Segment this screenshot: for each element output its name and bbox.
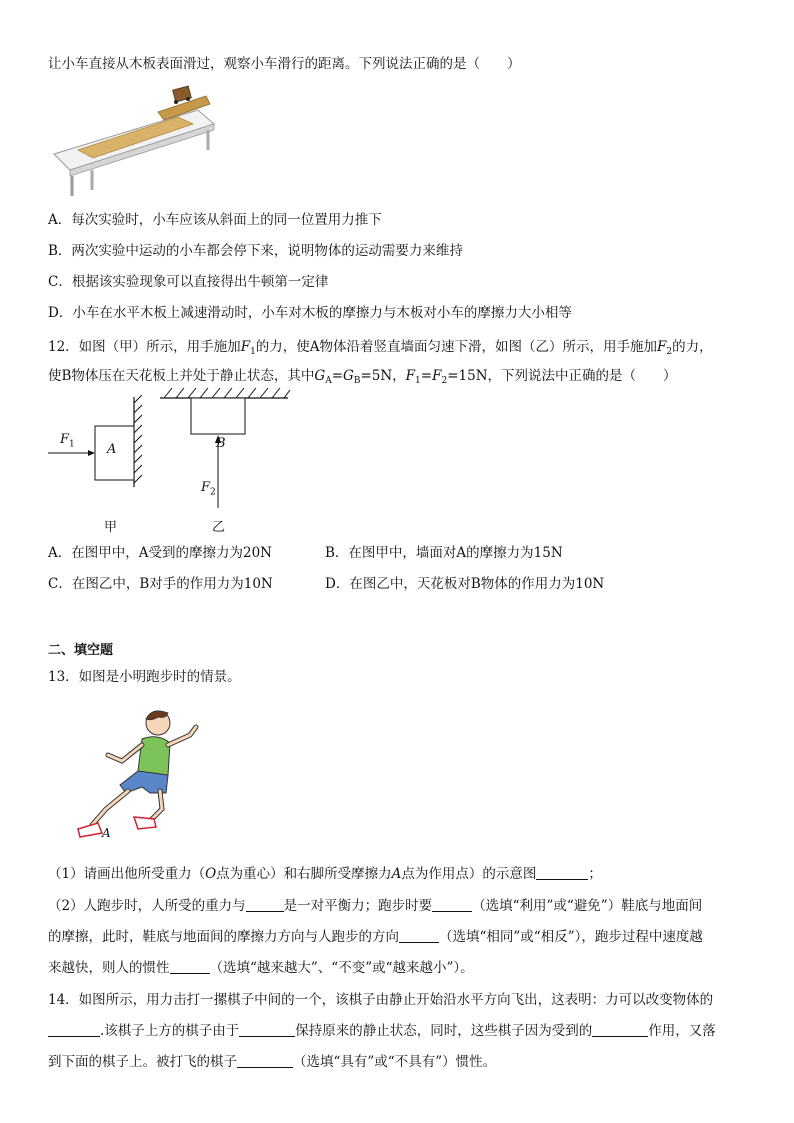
q13-part-2-line-2: 的摩擦，此时，鞋底与地面间的摩擦力方向与人跑步的方向 （选填“相同”或“相反”），跑步过程中速度越 [48, 929, 703, 945]
section-heading: 二、填空题 [48, 643, 114, 658]
q12-option-a: A．在图甲中，A受到的摩擦力为20N [48, 545, 272, 561]
label-point-a: A [102, 826, 111, 840]
label-block-b: B [216, 436, 226, 451]
caption-yi: 乙 [212, 520, 226, 535]
q13-part-2-line-1: （2）人跑步时，人所受的重力与 是一对平衡力；跑步时要 （选填“利用”或“避免”）鞋底与地面间 [48, 898, 703, 914]
label-f2: $F_2$ [201, 480, 216, 498]
q14-line-2: .该棋子上方的棋子由于 保持原来的静止状态，同时，这些棋子因为受到的 作用，又落 [48, 1021, 716, 1041]
running-boy-figure [72, 705, 212, 845]
q14-line-1: 14．如图所示，用力击打一摞棋子中间的一个，该棋子由静止开始沿水平方向飞出，这表明：力可以改变物体的 [48, 992, 714, 1008]
blank-3[interactable] [432, 897, 472, 912]
q12-option-d: D．在图乙中，天花板对B物体的作用力为10N [325, 576, 605, 592]
q11-option-a: A．每次实验时，小车应该从斜面上的同一位置用力推下 [48, 212, 382, 228]
blank-7[interactable] [239, 1022, 295, 1037]
q12-line-1: 12．如图（甲）所示，用手施加$F_1$的力，使A物体沿着竖直墙面匀速下滑，如图（乙）所示，用手施加$F_2$的力， [48, 339, 713, 357]
blank-4[interactable] [399, 928, 439, 943]
q12-option-b: B．在图甲中，墙面对A的摩擦力为15N [325, 545, 563, 561]
blank-6[interactable] [48, 1022, 100, 1037]
q11-intro: 让小车直接从木板表面滑过，观察小车滑行的距离。下列说法正确的是（ ） [48, 56, 521, 72]
label-f1: $F_1$ [60, 432, 75, 450]
incline-cart-figure [48, 84, 218, 196]
q12-line-2: 使B物体压在天花板上并处于静止状态，其中$G_A=G_B=5N$，$F_1=F_2=15N$，下列说法中正确的是（ ） [48, 368, 677, 386]
blank-5[interactable] [170, 959, 210, 974]
caption-jia: 甲 [104, 520, 118, 535]
blank-8[interactable] [592, 1022, 648, 1037]
blank-2[interactable] [246, 897, 284, 912]
q11-option-b: B．两次实验中运动的小车都会停下来，说明物体的运动需要力来维持 [48, 243, 463, 259]
q13-part-1: （1）请画出他所受重力（O点为重心）和右脚所受摩擦力A点为作用点）的示意图 ； [48, 866, 602, 882]
q11-option-c: C．根据该实验现象可以直接得出牛顿第一定律 [48, 274, 329, 290]
blank-9[interactable] [237, 1053, 293, 1068]
q14-line-3: 到下面的棋子上。被打飞的棋子 （选填“具有”或“不具有”）惯性。 [48, 1054, 497, 1070]
q12-option-c: C．在图乙中，B对手的作用力为10N [48, 576, 273, 592]
q13-part-2-line-3: 来越快，则人的惯性 （选填“越来越大”、“不变”或“越来越小”）。 [48, 960, 474, 976]
label-block-a: A [107, 442, 117, 457]
q11-option-d: D．小车在水平木板上减速滑动时，小车对木板的摩擦力与木板对小车的摩擦力大小相等 [48, 305, 572, 321]
blank-1[interactable] [536, 865, 588, 880]
q13-intro: 13．如图是小明跑步时的情景。 [48, 669, 241, 685]
